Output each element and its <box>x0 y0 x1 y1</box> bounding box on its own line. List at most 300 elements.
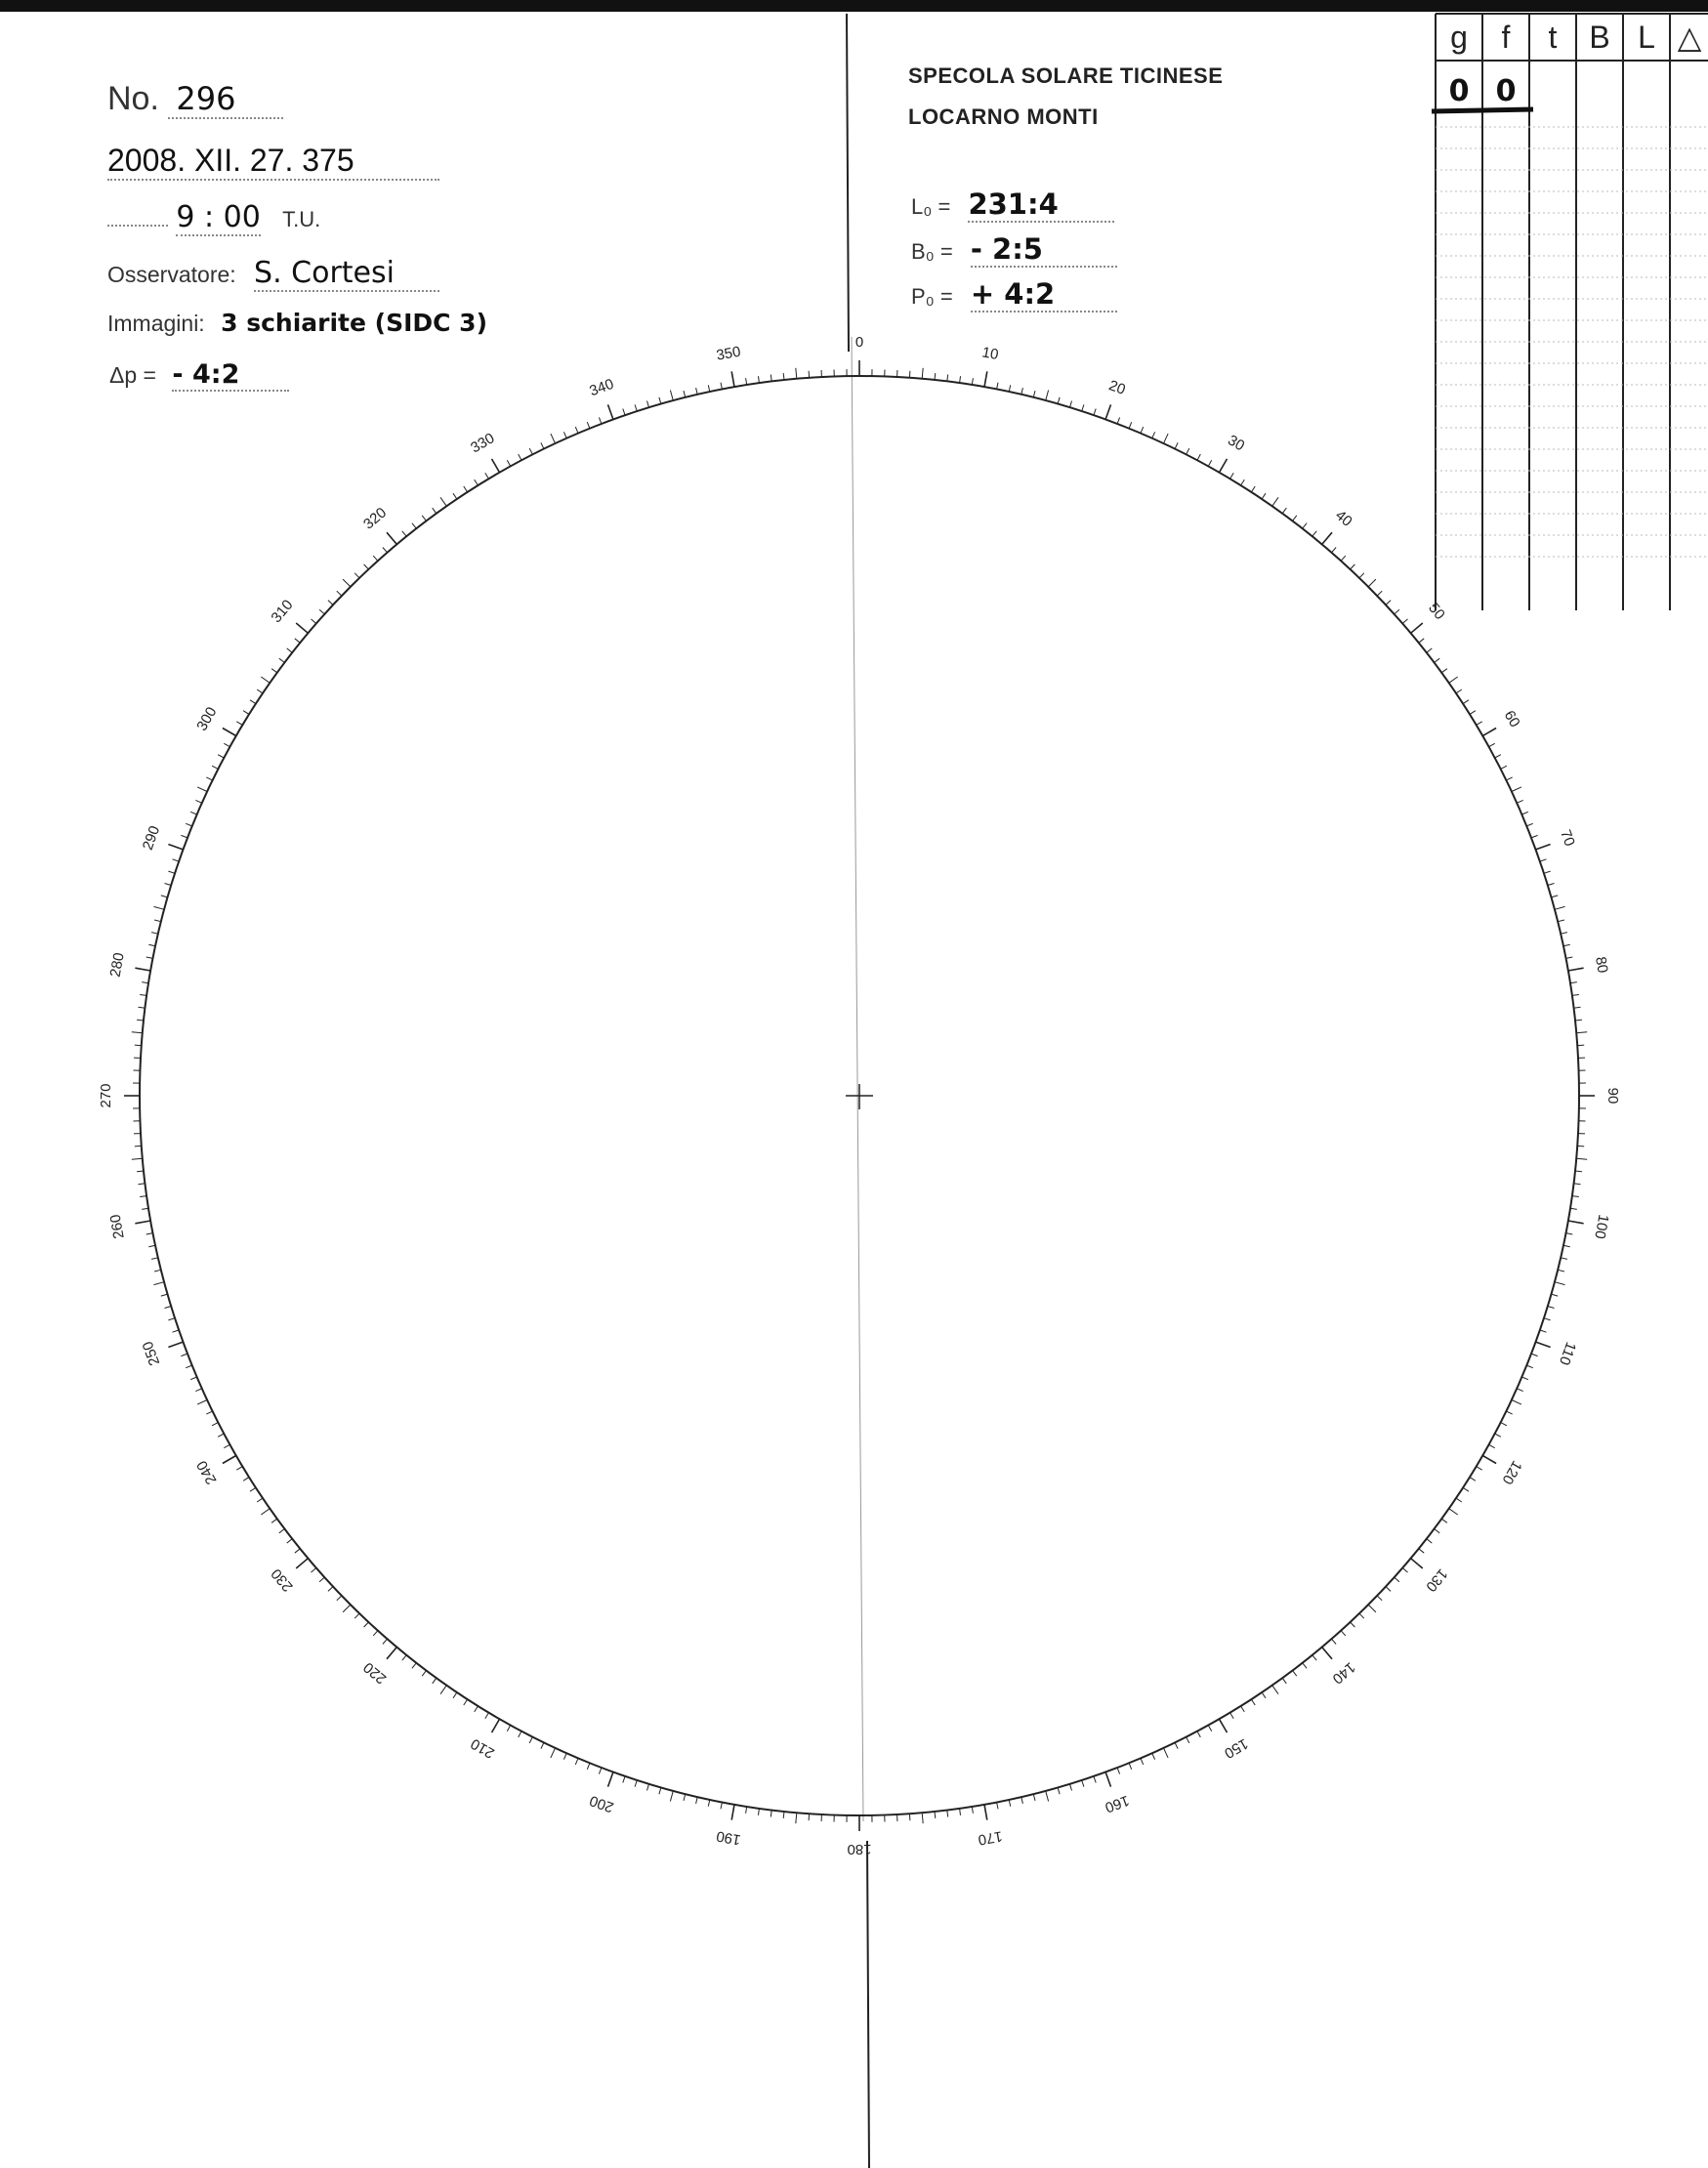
table-header-delta: △ <box>1677 20 1702 55</box>
observer-value: S. Cortesi <box>254 256 439 292</box>
scale-label-60: 60 <box>1500 707 1523 730</box>
scale-tick <box>1419 1549 1424 1553</box>
scale-tick <box>623 409 625 416</box>
scale-tick <box>195 800 201 803</box>
scale-tick <box>312 1568 316 1573</box>
table-header-t: t <box>1548 20 1558 55</box>
scale-tick <box>1175 442 1178 448</box>
scale-tick <box>1094 409 1096 416</box>
scale-tick <box>1570 1208 1577 1209</box>
scale-tick <box>708 385 710 392</box>
scale-label-300: 300 <box>193 704 221 734</box>
scale-tick <box>1521 812 1528 814</box>
scale-tick <box>1312 1655 1316 1660</box>
scale-label-280: 280 <box>106 951 128 979</box>
scale-tick <box>960 376 961 383</box>
scale-label-40: 40 <box>1332 507 1355 530</box>
scale-tick <box>1117 417 1120 424</box>
scale-tick <box>575 427 578 434</box>
scale-tick <box>295 639 300 643</box>
scale-tick <box>422 1671 426 1677</box>
scale-tick <box>1187 1737 1189 1743</box>
scale-tick <box>670 1791 673 1802</box>
scale-tick <box>1551 896 1558 897</box>
scale-tick <box>296 623 308 633</box>
scale-tick <box>223 1456 236 1464</box>
scale-tick <box>1303 523 1307 529</box>
scale-tick <box>1094 1776 1096 1783</box>
scale-tick <box>599 417 602 424</box>
scale-tick <box>373 556 378 561</box>
scale-tick <box>1251 486 1255 492</box>
scale-tick <box>168 871 175 873</box>
scale-tick <box>195 1389 201 1392</box>
delta-p-value: - 4:2 <box>172 359 289 392</box>
scale-tick <box>250 700 256 704</box>
scale-tick <box>519 1731 521 1737</box>
scale-tick <box>1517 800 1522 803</box>
scale-tick <box>161 896 168 897</box>
scale-label-0: 0 <box>854 333 864 351</box>
scale-tick <box>354 573 359 578</box>
scale-tick <box>731 1805 734 1820</box>
scale-tick <box>186 1365 192 1368</box>
scale-tick <box>960 1809 961 1815</box>
scale-tick <box>1558 1270 1564 1272</box>
scale-tick <box>1574 1007 1581 1008</box>
scale-tick <box>168 1342 183 1347</box>
scale-tick <box>343 1605 351 1612</box>
scale-tick <box>412 523 416 529</box>
table-header-g: g <box>1450 20 1468 55</box>
scale-tick <box>1332 1639 1337 1644</box>
scale-tick <box>168 1318 175 1320</box>
scale-tick <box>1544 1318 1551 1320</box>
scale-tick <box>1070 401 1072 408</box>
scale-tick <box>140 995 146 996</box>
scale-tick <box>997 383 998 390</box>
scale-tick <box>1272 497 1278 506</box>
scale-tick <box>190 812 197 814</box>
scale-tick <box>1463 700 1469 704</box>
scale-tick <box>1117 1768 1120 1774</box>
scale-tick <box>492 1719 500 1732</box>
scale-tick <box>1033 1794 1035 1801</box>
scale-tick <box>1531 1354 1538 1356</box>
scale-tick <box>1082 1780 1084 1787</box>
scale-tick <box>165 884 172 886</box>
scale-label-190: 190 <box>715 1827 742 1849</box>
scale-tick <box>708 1800 710 1807</box>
scale-label-90: 90 <box>1604 1087 1622 1105</box>
scale-tick <box>197 787 207 792</box>
scale-tick <box>1262 493 1266 499</box>
scale-label-70: 70 <box>1557 827 1578 849</box>
scale-tick <box>909 1814 910 1820</box>
central-meridian-line <box>852 337 863 1821</box>
scale-tick <box>1009 1800 1011 1807</box>
scale-tick <box>623 1776 625 1783</box>
scale-tick <box>373 1631 378 1636</box>
scale-tick <box>135 1045 142 1046</box>
table-value-g: 0 <box>1448 74 1470 108</box>
scale-tick <box>261 1509 270 1515</box>
scale-tick <box>575 1758 578 1765</box>
scale-tick <box>328 1587 333 1592</box>
scale-tick <box>1570 982 1577 983</box>
scale-tick <box>475 479 479 485</box>
scale-label-260: 260 <box>106 1213 128 1240</box>
scale-tick <box>1566 1233 1573 1234</box>
scale-tick <box>148 944 155 946</box>
scale-tick <box>1141 1758 1144 1765</box>
scale-tick <box>383 1639 388 1644</box>
scale-tick <box>1282 1678 1286 1684</box>
scale-tick <box>279 658 285 662</box>
scale-tick <box>181 1354 187 1356</box>
scale-tick <box>433 1678 437 1684</box>
scale-tick <box>1293 1671 1297 1677</box>
ephemeris-L0-label: L₀ = <box>911 194 951 219</box>
table-header-f: f <box>1501 20 1511 55</box>
scale-tick <box>422 516 426 521</box>
scale-tick <box>337 591 342 596</box>
scale-tick <box>236 1467 242 1471</box>
scale-tick <box>364 1622 369 1627</box>
scale-tick <box>1561 1258 1567 1260</box>
scale-tick <box>1536 1342 1551 1347</box>
scale-tick <box>922 368 923 379</box>
scale-label-230: 230 <box>268 1564 297 1595</box>
scale-tick <box>181 835 187 838</box>
scale-tick <box>146 957 153 958</box>
scale-label-250: 250 <box>139 1339 164 1368</box>
scale-label-150: 150 <box>1221 1734 1251 1762</box>
scale-tick <box>1377 1596 1382 1601</box>
scale-tick <box>947 375 948 382</box>
scale-tick <box>312 619 316 624</box>
scale-label-10: 10 <box>980 344 1000 363</box>
scale-tick <box>140 1196 146 1197</box>
scale-tick <box>1482 1456 1496 1464</box>
scale-tick <box>475 1706 479 1712</box>
scale-tick <box>759 376 760 383</box>
scale-label-140: 140 <box>1328 1658 1358 1688</box>
scale-tick <box>1558 920 1564 922</box>
table-handwritten-underline <box>1432 109 1533 111</box>
scale-label-20: 20 <box>1106 377 1128 398</box>
scale-tick <box>337 1596 342 1601</box>
ephemeris-B0-value: - 2:5 <box>971 232 1117 268</box>
count-table-grid <box>1432 14 1708 610</box>
scale-tick <box>343 579 351 587</box>
scale-tick <box>1351 1622 1355 1627</box>
scale-tick <box>1359 1613 1364 1618</box>
scale-tick <box>684 391 686 397</box>
scale-tick <box>1046 1791 1049 1802</box>
scale-tick <box>947 1811 948 1817</box>
scale-tick <box>1322 532 1332 544</box>
scale-tick <box>984 1805 987 1820</box>
scale-tick <box>1129 422 1132 429</box>
scale-tick <box>485 473 489 479</box>
scale-tick <box>1456 689 1462 693</box>
sheet-number-label: No. <box>107 80 159 117</box>
scale-label-50: 50 <box>1425 600 1448 623</box>
scale-tick <box>551 434 556 443</box>
scale-tick <box>529 1737 532 1743</box>
scale-tick <box>1526 823 1533 826</box>
scale-tick <box>608 404 613 419</box>
scale-label-170: 170 <box>977 1827 1004 1849</box>
scale-tick <box>139 1184 146 1185</box>
scale-tick <box>1322 1647 1332 1659</box>
scale-tick <box>1033 391 1035 397</box>
scale-tick <box>1555 906 1565 909</box>
observer-label: Osservatore: <box>107 262 236 287</box>
scale-tick <box>1512 1400 1521 1405</box>
scale-tick <box>1386 601 1391 605</box>
time-unit-label: T.U. <box>282 207 321 231</box>
scale-tick <box>1021 1797 1023 1804</box>
scale-tick <box>402 1655 406 1660</box>
scale-tick <box>519 454 521 460</box>
scale-tick <box>1489 1444 1495 1447</box>
scale-tick <box>1540 1330 1547 1332</box>
scale-tick <box>154 906 165 909</box>
scale-tick <box>997 1803 998 1810</box>
scale-tick <box>1561 933 1567 935</box>
scale-tick <box>383 548 388 553</box>
scale-tick <box>1105 1772 1110 1787</box>
scale-tick <box>1449 1509 1458 1515</box>
scale-tick <box>224 743 229 746</box>
scale-label-120: 120 <box>1498 1457 1525 1487</box>
scale-tick <box>696 388 698 395</box>
scale-tick <box>1402 619 1407 624</box>
scale-tick <box>1575 1020 1582 1021</box>
scale-tick <box>1141 427 1144 434</box>
scale-tick <box>796 368 797 379</box>
scale-tick <box>1197 454 1200 460</box>
scale-tick <box>796 1813 797 1823</box>
scale-tick <box>135 968 150 971</box>
scale-tick <box>1512 787 1521 792</box>
observatory-name: SPECOLA SOLARE TICINESE <box>908 63 1224 88</box>
scale-tick <box>135 1221 150 1224</box>
scale-label-220: 220 <box>360 1658 391 1688</box>
scale-tick <box>529 448 532 454</box>
scale-label-290: 290 <box>139 823 164 853</box>
scale-tick <box>168 845 183 850</box>
scale-label-200: 200 <box>587 1791 616 1816</box>
scale-tick <box>1470 1478 1476 1481</box>
scale-tick <box>165 1307 172 1309</box>
scale-tick <box>563 432 566 438</box>
scale-tick <box>492 459 500 473</box>
scale-tick <box>1152 432 1155 438</box>
scale-tick <box>1566 957 1573 958</box>
scale-tick <box>485 1713 489 1719</box>
scale-tick <box>1501 766 1507 769</box>
scale-tick <box>935 373 936 380</box>
table-header-L: L <box>1638 20 1655 55</box>
scale-tick <box>279 1529 285 1533</box>
observation-date-value: 2008. XII. 27. 375 <box>107 143 439 181</box>
scale-tick <box>635 404 637 411</box>
scale-tick <box>1427 648 1433 652</box>
scale-tick <box>1435 1529 1440 1533</box>
scale-tick <box>137 1171 144 1172</box>
scale-tick <box>387 1647 396 1659</box>
sheet-number-value: 296 <box>168 80 283 119</box>
scale-tick <box>1070 1784 1072 1791</box>
scale-tick <box>1427 1539 1433 1543</box>
scale-tick <box>1386 1587 1391 1592</box>
scale-tick <box>1230 1713 1234 1719</box>
scale-tick <box>746 1807 747 1814</box>
delta-p-label: Δp = <box>109 362 156 388</box>
scale-tick <box>1303 1663 1307 1669</box>
scale-tick <box>440 497 446 506</box>
scale-tick <box>1477 1467 1482 1471</box>
observatory-place: LOCARNO MONTI <box>908 104 1099 129</box>
scale-tick <box>1576 1158 1587 1159</box>
scale-tick <box>1536 845 1551 850</box>
scale-tick <box>218 755 224 758</box>
scale-tick <box>1230 473 1234 479</box>
scale-tick <box>142 1208 148 1209</box>
scale-tick <box>1241 479 1245 485</box>
scale-tick <box>1501 1423 1507 1426</box>
scale-tick <box>354 1613 359 1618</box>
scale-tick <box>440 1686 446 1694</box>
scale-label-80: 80 <box>1592 955 1611 975</box>
scale-tick <box>1477 722 1482 726</box>
scale-tick <box>721 383 722 390</box>
ephemeris-B0-label: B₀ = <box>911 239 953 264</box>
scale-tick <box>257 1498 263 1502</box>
images-label: Immagini: <box>107 311 205 336</box>
ephemeris-P0-label: P₀ = <box>911 284 953 309</box>
scale-tick <box>271 669 277 673</box>
scale-tick <box>1568 1221 1584 1224</box>
scale-tick <box>1175 1742 1178 1748</box>
scale-tick <box>783 373 784 380</box>
scale-tick <box>243 1478 249 1481</box>
scale-tick <box>1341 556 1346 561</box>
scale-tick <box>1197 1731 1200 1737</box>
scale-tick <box>1251 1699 1255 1705</box>
lower-axis-line <box>867 1841 869 2168</box>
scale-tick <box>696 1797 698 1804</box>
images-value: 3 schiarite (SIDC 3) <box>221 309 487 337</box>
scale-tick <box>1568 968 1584 971</box>
scale-tick <box>1368 579 1376 587</box>
scale-tick <box>154 920 161 922</box>
scale-tick <box>433 508 437 514</box>
scale-label-340: 340 <box>587 375 616 400</box>
scale-tick <box>319 1577 324 1582</box>
scale-tick <box>551 1748 556 1758</box>
scale-tick <box>464 486 468 492</box>
table-value-f: 0 <box>1495 74 1517 108</box>
scale-label-320: 320 <box>360 504 391 533</box>
scale-tick <box>1521 1377 1528 1380</box>
scale-tick <box>972 1807 973 1814</box>
scale-tick <box>1531 835 1538 838</box>
scale-tick <box>1411 1559 1423 1568</box>
scale-tick <box>206 1411 212 1414</box>
scale-label-330: 330 <box>468 430 498 457</box>
scale-tick <box>1540 859 1547 861</box>
scale-tick <box>1517 1389 1522 1392</box>
scale-tick <box>1332 548 1337 553</box>
scale-tick <box>453 493 457 499</box>
scale-tick <box>984 371 987 387</box>
scale-label-100: 100 <box>1591 1213 1612 1240</box>
scale-tick <box>1555 1282 1565 1285</box>
scale-tick <box>1164 434 1169 443</box>
scale-tick <box>1572 995 1579 996</box>
scale-tick <box>1241 1706 1245 1712</box>
scale-tick <box>1359 573 1364 578</box>
scale-tick <box>1208 460 1211 466</box>
scale-tick <box>972 378 973 385</box>
scale-tick <box>721 1803 722 1810</box>
scale-tick <box>1456 1498 1462 1502</box>
scale-tick <box>261 677 270 683</box>
scale-tick <box>1220 1719 1228 1732</box>
scale-label-210: 210 <box>468 1734 498 1762</box>
scale-tick <box>137 1020 144 1021</box>
scale-tick <box>1152 1753 1155 1759</box>
scale-tick <box>1021 388 1023 395</box>
scale-tick <box>1551 1294 1558 1296</box>
scale-tick <box>507 1726 510 1731</box>
scale-tick <box>250 1487 256 1491</box>
scale-tick <box>809 1814 810 1820</box>
header-divider-line <box>847 14 849 352</box>
scale-tick <box>1506 1411 1512 1414</box>
scale-tick <box>151 933 158 935</box>
scale-tick <box>759 1809 760 1815</box>
scale-tick <box>287 648 293 652</box>
scale-tick <box>412 1663 416 1669</box>
scale-tick <box>659 397 661 404</box>
scale-tick <box>132 1158 143 1159</box>
scale-label-110: 110 <box>1555 1339 1580 1368</box>
scale-tick <box>135 1146 142 1147</box>
scale-tick <box>1441 1519 1447 1522</box>
scale-tick <box>587 422 590 429</box>
scale-tick <box>1411 623 1423 633</box>
scale-tick <box>731 371 734 387</box>
scale-tick <box>647 401 649 408</box>
scale-tick <box>161 1294 168 1296</box>
scale-tick <box>922 1813 923 1823</box>
scale-tick <box>563 1753 566 1759</box>
scale-tick <box>1576 1032 1587 1033</box>
scale-tick <box>319 609 324 614</box>
scale-tick <box>599 1768 602 1774</box>
scale-tick <box>1046 391 1049 401</box>
scale-tick <box>1495 755 1501 758</box>
scale-tick <box>295 1549 300 1553</box>
scale-tick <box>236 722 242 726</box>
scale-tick <box>1563 944 1570 946</box>
scale-label-310: 310 <box>268 597 297 627</box>
